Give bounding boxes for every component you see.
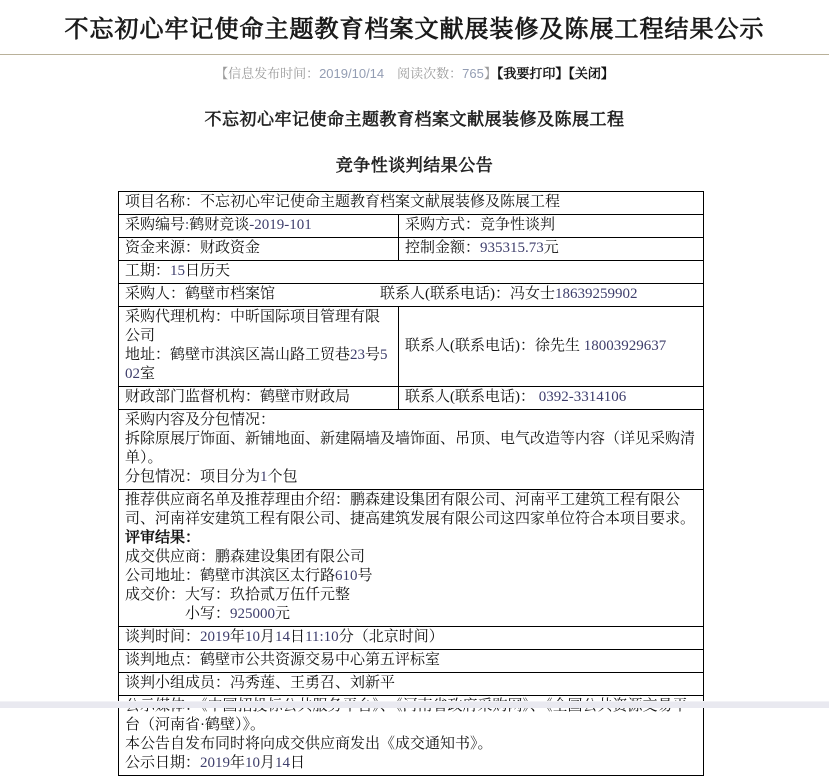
negotiation-panel-cell <box>119 673 704 696</box>
negotiation-panel-row <box>119 673 704 696</box>
table-cell-line: 推荐供应商名单及推荐理由介绍：鹏森建设集团有限公司、河南平工建筑工程有限公司、河南祥安建筑工程有限公司、捷高建筑发展有限公司这四家单位符合本项目要求。 <box>125 492 696 527</box>
table-cell-line: 采购编号:鹤财竞谈-2019-101 <box>125 217 312 233</box>
latin-text: 935315.73 <box>480 240 544 256</box>
table-cell-line: 联系人(联系电话)：徐先生 18003929637 <box>405 337 667 354</box>
latin-text: 14 <box>275 629 291 645</box>
negotiation-time-row <box>119 627 704 650</box>
latin-text: 925000 <box>230 606 276 622</box>
meta-bracket-close: 】 <box>483 66 497 81</box>
table-cell-line: 公示日期：2019年10月14日 <box>125 755 306 771</box>
latin-text: 18003929637 <box>583 337 667 354</box>
table-cell-line: 采购人：鹤壁市档案馆 联系人(联系电话)：冯女士18639259902 <box>125 286 638 302</box>
table-cell-line: 联系人(联系电话)： 0392-3314106 <box>405 389 627 405</box>
negotiation-place-row <box>119 650 704 673</box>
purchaser-cell <box>119 284 704 307</box>
document-heading-line1: 不忘初心牢记使命主题教育档案文献展装修及陈展工程 <box>204 110 625 129</box>
negotiation-place-cell <box>119 650 704 673</box>
construction-period-cell <box>119 261 704 284</box>
latin-text: 1 <box>260 469 268 485</box>
table-cell-line: 地址：鹤壁市淇滨区嵩山路工贸巷23号502室 <box>125 347 388 382</box>
latin-text: 0392-3314106 <box>538 389 627 405</box>
supervisor-cell <box>119 387 399 410</box>
table-cell-line: 工期：15日历天 <box>125 263 231 279</box>
purchase-content-cell <box>119 410 704 490</box>
table-cell-line: 谈判地点：鹤壁市公共资源交易中心第五评标室 <box>125 652 441 668</box>
publish-date: 2019/10/14 <box>319 66 385 81</box>
latin-text: 610 <box>335 568 358 584</box>
agency-contact-cell <box>399 307 704 387</box>
table-cell-line: 评审结果： <box>125 530 201 546</box>
meta-bar <box>0 65 829 82</box>
table-cell-line: 小写：925000元 <box>125 606 291 622</box>
latin-text: : <box>185 217 190 233</box>
agency-row <box>119 307 704 387</box>
table-cell-line: 成交供应商：鹏森建设集团有限公司 <box>125 549 366 565</box>
latin-text: 23 <box>350 347 366 363</box>
table-cell-line: 采购内容及分包情况： <box>125 412 276 428</box>
table-cell-line: 分包情况：项目分为1个包 <box>125 469 298 485</box>
table-cell-line: 采购方式：竞争性谈判 <box>405 217 556 233</box>
latin-text: 10 <box>245 629 261 645</box>
publish-time-label: 【信息发布时间： <box>215 66 320 81</box>
table-cell-line: 拆除原展厅饰面、新铺地面、新建隔墙及墙饰面、吊顶、电气改造等内容（详见采购清单）。 <box>125 431 696 466</box>
purchase-method-cell <box>399 215 704 238</box>
latin-text: 11:10 <box>305 629 339 645</box>
page-title: 不忘初心牢记使命主题教育档案文献展装修及陈展工程结果公示 <box>64 17 765 43</box>
fund-source-cell <box>119 238 399 261</box>
table-cell-line: 台（河南省·鹤壁）》。 <box>125 717 265 733</box>
review-result-cell <box>119 490 704 627</box>
table-cell-line: 项目名称：不忘初心牢记使命主题教育档案文献展装修及陈展工程 <box>125 194 561 210</box>
purchaser-row <box>119 284 704 307</box>
table-cell-line: 控制金额：935315.73元 <box>405 240 559 256</box>
table-cell-line: 成交价：大写：玖拾贰万伍仟元整 <box>125 587 351 603</box>
close-link[interactable]: 【关闭】 <box>568 66 614 81</box>
table-cell-line: 谈判小组成员：冯秀莲、王勇召、刘新平 <box>125 675 396 691</box>
latin-text: 15 <box>170 263 186 279</box>
document-heading-line2: 竞争性谈判结果公告 <box>335 156 494 175</box>
viewport-bottom-strip <box>0 701 829 708</box>
announcement-table <box>118 191 704 776</box>
read-count: 765 <box>462 66 484 81</box>
purchase-number-cell <box>119 215 399 238</box>
table-cell-line: 财政部门监督机构：鹤壁市财政局 <box>125 389 351 405</box>
control-amount-cell <box>399 238 704 261</box>
supervisor-row <box>119 387 704 410</box>
table-cell-line: 资金来源：财政资金 <box>125 240 261 256</box>
latin-text: 10 <box>245 755 261 771</box>
latin-text: 18639259902 <box>555 286 638 302</box>
construction-period-row <box>119 261 704 284</box>
table-cell-line: 本公告自发布同时将向成交供应商发出《成交通知书》。 <box>125 736 493 752</box>
table-cell-line: 采购代理机构：中昕国际项目管理有限公司 <box>125 309 381 344</box>
project-name-cell <box>119 192 704 215</box>
agency-cell <box>119 307 399 387</box>
print-link[interactable]: 【我要打印】 <box>496 66 569 81</box>
purchase-content-row <box>119 410 704 490</box>
latin-text: 502 <box>125 347 388 382</box>
purchase-number-row <box>119 215 704 238</box>
latin-text: -2019-101 <box>249 217 312 233</box>
latin-text: 2019 <box>200 755 231 771</box>
review-result-row <box>119 490 704 627</box>
supervisor-contact-cell <box>399 387 704 410</box>
latin-text: 14 <box>275 755 291 771</box>
negotiation-time-cell <box>119 627 704 650</box>
table-cell-line: 公司地址：鹤壁市淇滨区太行路610号 <box>125 568 373 584</box>
fund-source-row <box>119 238 704 261</box>
table-cell-line: 谈判时间：2019年10月14日11:10分（北京时间） <box>125 629 444 645</box>
project-name-row <box>119 192 704 215</box>
title-divider <box>0 54 829 55</box>
latin-text: 2019 <box>200 629 231 645</box>
read-count-label: 阅读次数： <box>384 66 463 81</box>
